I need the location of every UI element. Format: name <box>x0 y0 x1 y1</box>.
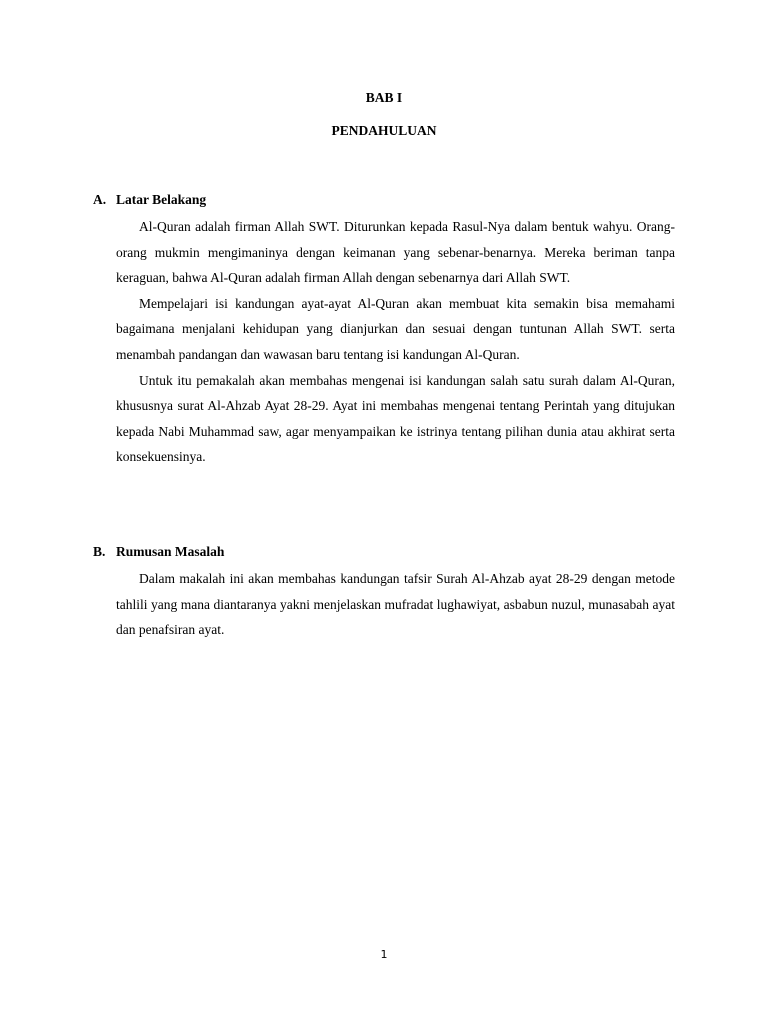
section-latar-belakang <box>93 192 675 470</box>
page-number: 1 <box>380 948 388 961</box>
chapter-subtitle: PENDAHULUAN <box>331 123 437 138</box>
paragraph: Al-Quran adalah firman Allah SWT. Diturunkan kepada Rasul-Nya dalam bentuk wahyu. Orang-orang mukmin mengimaninya dengan keimanan yang sebenar-benarnya. Mereka beriman tanpa keraguan, bahwa Al-Quran adalah firman Allah dengan sebenarnya dari Allah SWT. <box>116 219 675 286</box>
section-letter: A. <box>93 192 107 207</box>
paragraph: Untuk itu pemakalah akan membahas mengenai isi kandungan salah satu surah dalam Al-Quran, khususnya surat Al-Ahzab Ayat 28-29. Ayat ini membahas mengenai tentang Perintah yang ditujukan kepada Nabi Muhammad saw, agar menyampaikan ke istrinya tentang pilihan dunia atau akhirat serta konsekuensinya. <box>116 372 675 465</box>
section-heading-text: Rumusan Masalah <box>116 544 225 559</box>
section-letter: B. <box>93 544 106 559</box>
section-heading <box>93 192 675 208</box>
paragraph: Dalam makalah ini akan membahas kandungan tafsir Surah Al-Ahzab ayat 28-29 dengan metode tahlili yang mana diantaranya yakni menjelaskan mufradat lughawiyat, asbabun nuzul, munasabah ayat dan penafsiran ayat. <box>116 571 675 638</box>
section-rumusan-masalah <box>93 544 675 643</box>
section-body <box>116 214 675 470</box>
section-heading-text: Latar Belakang <box>116 192 207 207</box>
section-body <box>116 566 675 643</box>
section-heading <box>93 544 675 560</box>
paragraph: Mempelajari isi kandungan ayat-ayat Al-Quran akan membuat kita semakin bisa memahami bagaimana menjalani kehidupan yang dianjurkan dan sesuai dengan tuntunan Allah SWT. serta menambah pandangan dan wawasan baru tentang isi kandungan Al-Quran. <box>116 295 675 362</box>
chapter-title: BAB I <box>365 90 403 105</box>
